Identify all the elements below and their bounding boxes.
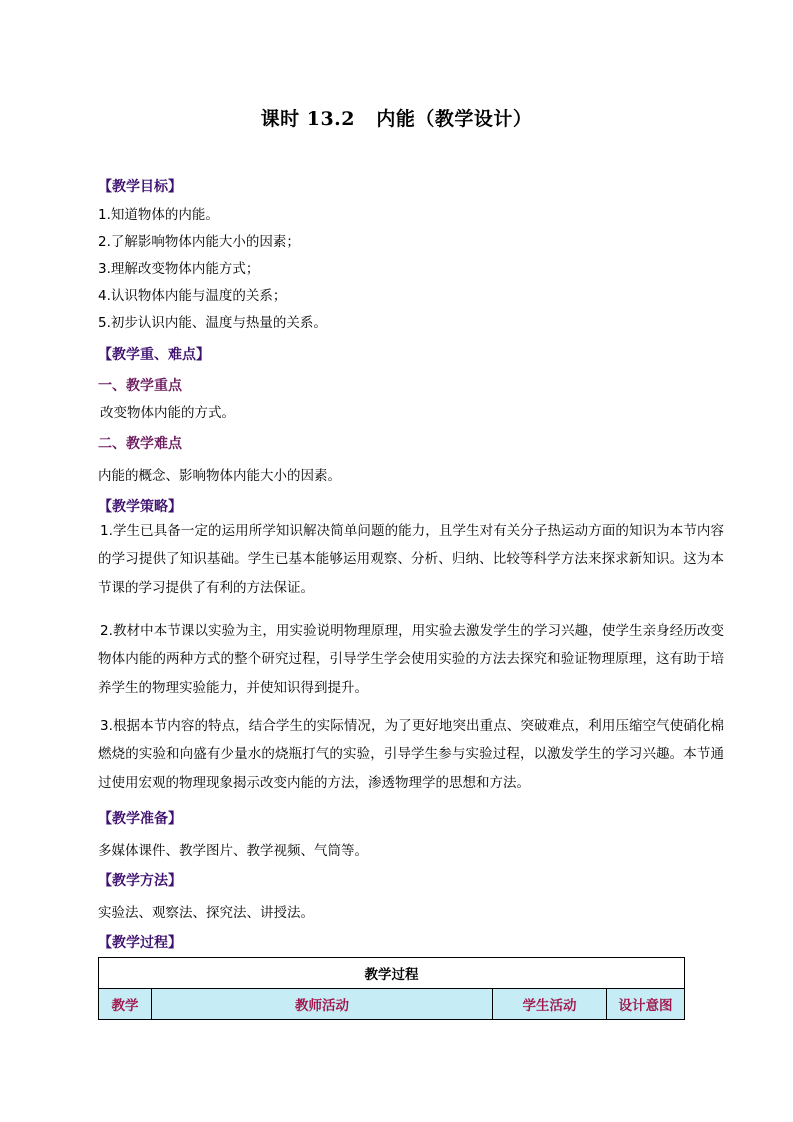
column-header-teacher-activity: 教师活动 bbox=[152, 989, 493, 1020]
strategy-paragraph-3: 3.根据本节内容的特点，结合学生的实际情况，为了更好地突出重点、突破难点，利用压缩空气使硝化棉燃烧的实验和向盛有少量水的烧瓶打气的实验，引导学生参与实验过程，以激发学生的学习兴趣。本节通过使用宏观的物理现象揭示改变内能的方法，渗透物理学的思想和方法。 bbox=[98, 718, 724, 791]
goal-item-2: 2.了解影响物体内能大小的因素； bbox=[98, 234, 300, 250]
prep-text: 多媒体课件、教学图片、教学视频、气筒等。 bbox=[98, 843, 368, 859]
method-heading: 【教学方法】 bbox=[98, 873, 182, 889]
process-heading: 【教学过程】 bbox=[98, 935, 182, 951]
key-point-label: 一、教学重点 bbox=[98, 378, 182, 394]
process-table-caption: 教学过程 bbox=[99, 958, 685, 989]
difficulty-label: 二、教学难点 bbox=[98, 436, 182, 452]
key-point-text: 改变物体内能的方式。 bbox=[100, 405, 235, 421]
goal-item-1: 1.知道物体的内能。 bbox=[98, 207, 219, 223]
goal-item-3: 3.理解改变物体内能方式； bbox=[98, 261, 260, 277]
goal-item-5: 5.初步认识内能、温度与热量的关系。 bbox=[98, 315, 327, 331]
key-difficulty-heading: 【教学重、难点】 bbox=[98, 347, 210, 363]
prep-heading: 【教学准备】 bbox=[98, 811, 182, 827]
column-header-student-activity: 学生活动 bbox=[493, 989, 607, 1020]
goals-heading: 【教学目标】 bbox=[98, 179, 182, 195]
strategy-paragraph-2: 2.教材中本节课以实验为主，用实验说明物理原理，用实验去激发学生的学习兴趣，使学生亲身经历改变物体内能的两种方式的整个研究过程，引导学生学会使用实验的方法去探究和验证物理原理，这有助于培养学生的物理实验能力，并使知识得到提升。 bbox=[98, 623, 724, 696]
method-text: 实验法、观察法、探究法、讲授法。 bbox=[98, 905, 314, 921]
strategy-heading: 【教学策略】 bbox=[98, 499, 182, 515]
process-table bbox=[98, 957, 685, 1020]
goal-item-4: 4.认识物体内能与温度的关系； bbox=[98, 288, 287, 304]
strategy-paragraph-1: 1.学生已具备一定的运用所学知识解决简单问题的能力，且学生对有关分子热运动方面的知识为本节内容的学习提供了知识基础。学生已基本能够运用观察、分析、归纳、比较等科学方法来探求新知识。这为本节课的学习提供了有利的方法保证。 bbox=[98, 523, 724, 596]
column-header-stage: 教学 bbox=[99, 989, 152, 1020]
difficulty-text: 内能的概念、影响物体内能大小的因素。 bbox=[98, 468, 341, 484]
column-header-design-intent: 设计意图 bbox=[607, 989, 685, 1020]
page-title: 课时 13.2 内能（教学设计） bbox=[260, 108, 533, 130]
